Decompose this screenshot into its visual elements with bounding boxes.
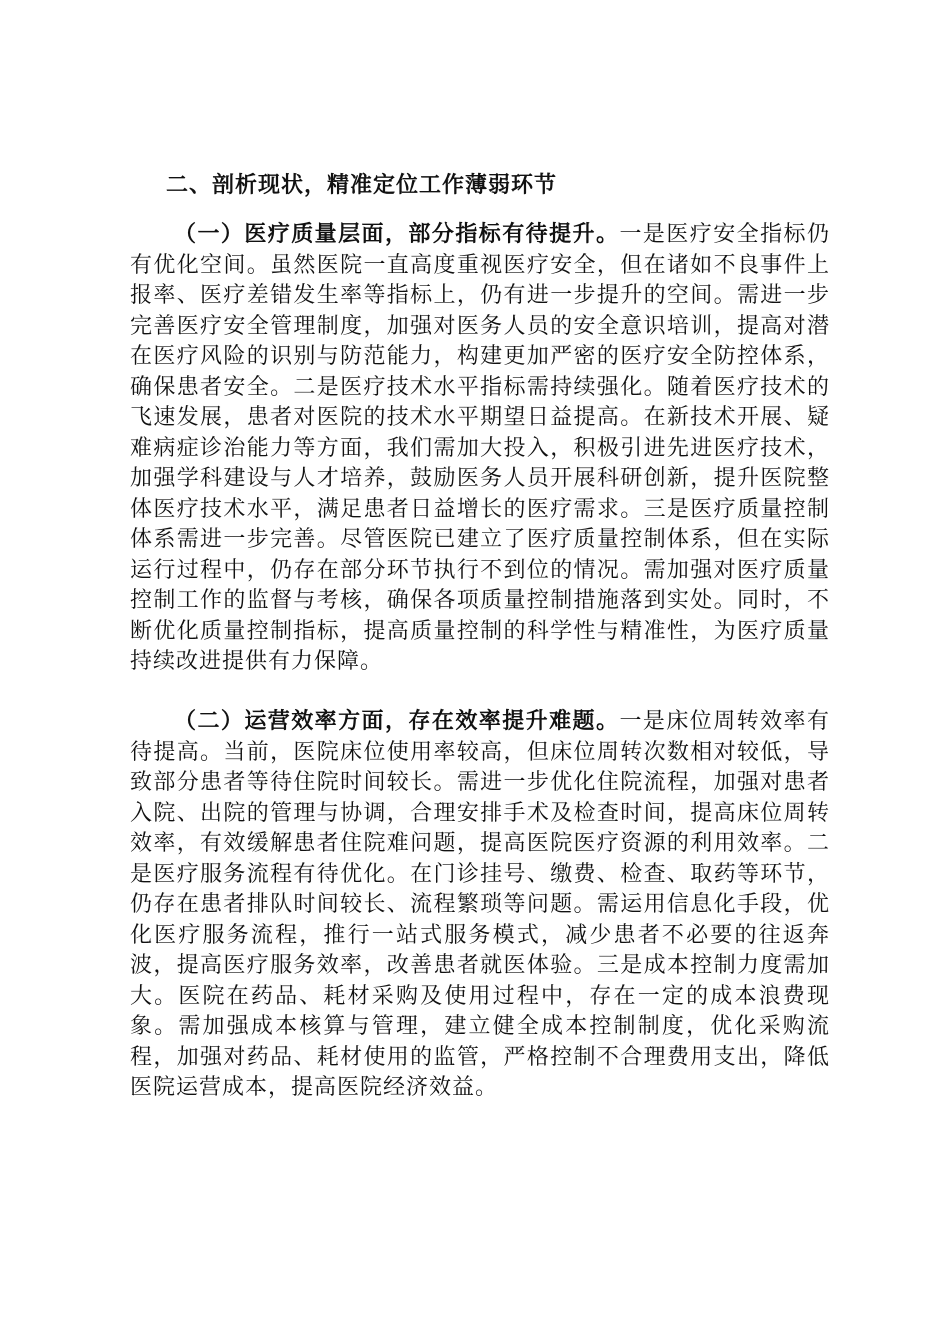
paragraph-lead-operational-efficiency: （二）运营效率方面，存在效率提升难题。 [174,709,620,734]
paragraph-body-medical-quality: 一是医疗安全指标仍有优化空间。虽然医院一直高度重视医疗安全，但在诸如不良事件上报率、医疗差错发生率等指标上，仍有进一步提升的空间。需进一步完善医疗安全管理制度，加强对医务人员的安全意识培训，提高对潜在医疗风险的识别与防范能力，构建更加严密的医疗安全防控体系，确保患者安全。二是医疗技术水平指标需持续强化。随着医疗技术的飞速发展，患者对医院的技术水平期望日益提高。在新技术开展、疑难病症诊治能力等方面，我们需加大投入，积极引进先进医疗技术，加强学科建设与人才培养，鼓励医务人员开展科研创新，提升医院整体医疗技术水平，满足患者日益增长的医疗需求。三是医疗质量控制体系需进一步完善。尽管医院已建立了医疗质量控制体系，但在实际运行过程中，仍存在部分环节执行不到位的情况。需加强对医疗质量控制工作的监督与考核，确保各项质量控制措施落到实处。同时，不断优化质量控制指标，提高质量控制的科学性与精准性，为医疗质量持续改进提供有力保障。 [130,222,830,674]
paragraph-lead-medical-quality: （一）医疗质量层面，部分指标有待提升。 [174,222,620,247]
paragraph-operational-efficiency [130,707,830,1104]
paragraph-body-operational-efficiency: 一是床位周转效率有待提高。当前，医院床位使用率较高，但床位周转次数相对较低，导致部分患者等待住院时间较长。需进一步优化住院流程，加强对患者入院、出院的管理与协调，合理安排手术及检查时间，提高床位周转效率，有效缓解患者住院难问题，提高医院医疗资源的利用效率。二是医疗服务流程有待优化。在门诊挂号、缴费、检查、取药等环节，仍存在患者排队时间较长、流程繁琐等问题。需运用信息化手段，优化医疗服务流程，推行一站式服务模式，减少患者不必要的往返奔波，提高医疗服务效率，改善患者就医体验。三是成本控制力度需加大。医院在药品、耗材采购及使用过程中，存在一定的成本浪费现象。需加强成本核算与管理，建立健全成本控制制度，优化采购流程，加强对药品、耗材使用的监管，严格控制不合理费用支出，降低医院运营成本，提高医院经济效益。 [130,709,830,1100]
section-heading: 二、剖析现状，精准定位工作薄弱环节 [166,173,558,198]
paragraph-medical-quality [130,220,830,678]
